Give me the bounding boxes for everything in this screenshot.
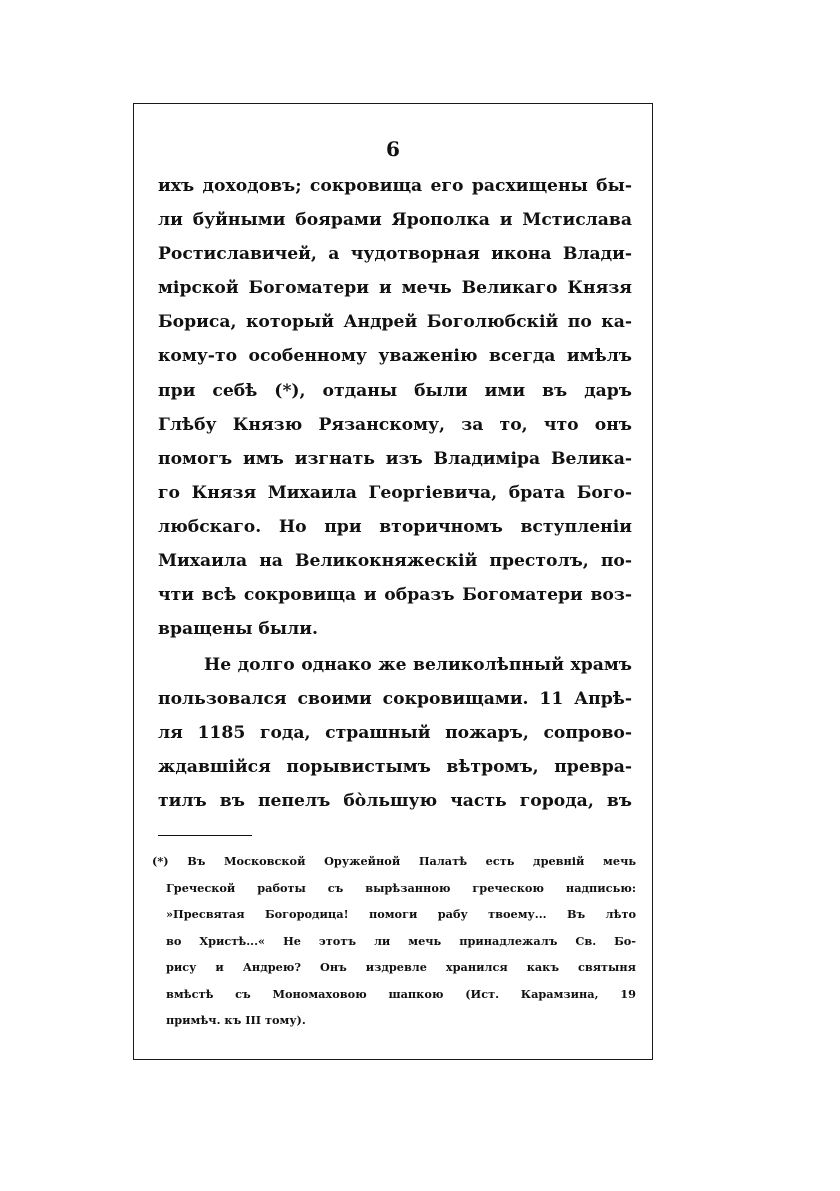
text-line: Ростиславичей, а чудотворная икона Влади-: [158, 244, 632, 265]
footnote-line: Греческой работы съ вырѣзанною греческою надписью:: [166, 880, 636, 895]
text-line: тилъ въ пепелъ бо̀льшую часть города, въ: [158, 791, 632, 812]
footnote-line: (*) Въ Московской Оружейной Палатѣ есть древній мечь: [152, 854, 636, 868]
page-number: 6: [386, 137, 400, 161]
footnote-line: вмѣстѣ съ Мономаховою шапкою (Ист. Карамзина, 19: [166, 986, 636, 1001]
page-frame: [133, 103, 653, 1060]
paragraph-2: [158, 648, 632, 818]
paragraph-1: [158, 169, 632, 646]
text-line: чти всѣ сокровища и образъ Богоматери воз-: [158, 585, 632, 606]
text-line: пользовался своими сокровищами. 11 Апрѣ-: [158, 689, 632, 710]
text-line: Михаила на Великокняжескій престолъ, по-: [158, 551, 632, 572]
text-line: вращены были.: [158, 619, 318, 640]
text-line: помогъ имъ изгнать изъ Владиміра Велика-: [158, 448, 632, 469]
text-line: при себѣ (*), отданы были ими въ даръ: [158, 380, 632, 401]
text-line: любскаго. Но при вторичномъ вступленіи: [158, 516, 632, 537]
text-line: мірской Богоматери и мечь Великаго Князя: [158, 278, 632, 299]
text-line: Бориса, который Андрей Боголюбскій по ка-: [158, 312, 632, 333]
text-line: ля 1185 года, страшный пожаръ, сопрово-: [158, 723, 632, 744]
text-line: Глѣбу Князю Рязанскому, за то, что онъ: [158, 414, 632, 435]
text-line: Не долго однако же великолѣпный храмъ: [204, 655, 632, 675]
footnote-line: примѣч. къ III тому).: [166, 1013, 306, 1027]
text-line: го Князя Михаила Георгіевича, брата Бого-: [158, 482, 632, 503]
text-line: ли буйными боярами Ярополка и Мстислава: [158, 210, 632, 231]
footnote-line: рису и Андрею? Онъ издревле хранился какъ святыня: [166, 960, 636, 974]
footnote-divider: [158, 835, 252, 836]
text-line: кому-то особенному уваженію всегда имѣлъ: [158, 346, 632, 367]
text-line: ихъ доходовъ; сокровища его расхищены бы-: [158, 176, 632, 196]
footnote-line: »Пресвятая Богородица! помоги рабу твоему... Въ лѣто: [166, 907, 636, 921]
footnote: [152, 848, 636, 1034]
text-line: ждавшійся порывистымъ вѣтромъ, превра-: [158, 757, 632, 778]
footnote-line: во Христѣ...« Не этотъ ли мечь принадлежалъ Св. Бо-: [166, 933, 636, 948]
